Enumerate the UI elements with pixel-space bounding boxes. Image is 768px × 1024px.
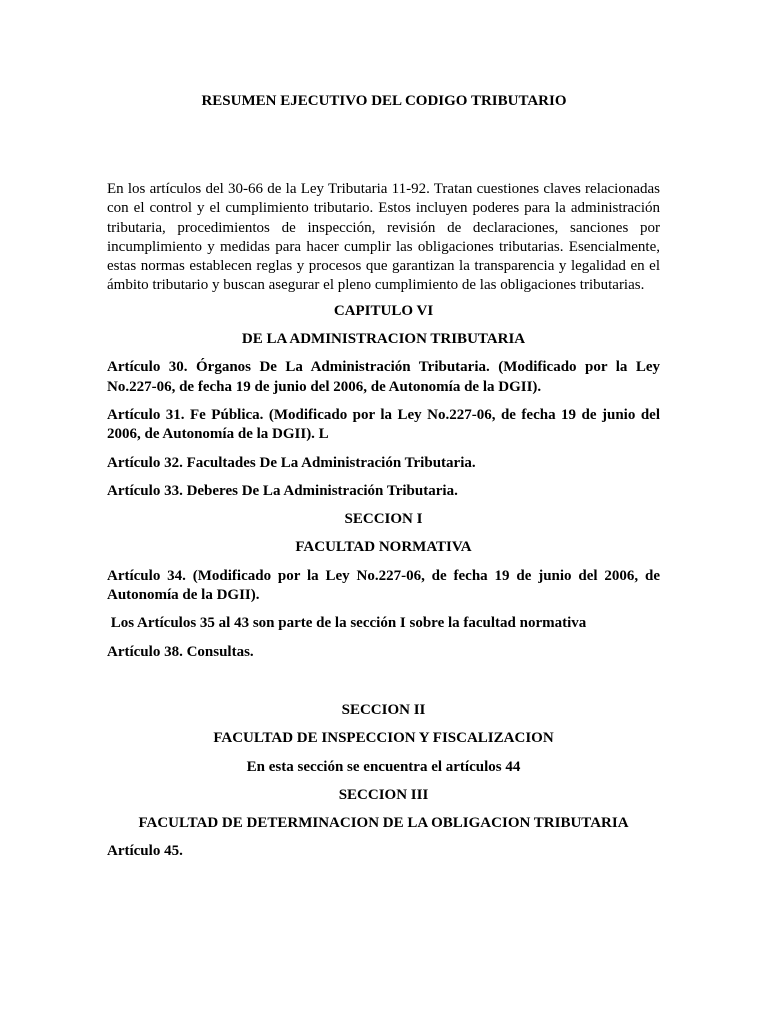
section-2-note: En esta sección se encuentra el artículos 44 <box>246 758 521 775</box>
section-2-number: SECCION II <box>341 701 426 718</box>
chapter-number: CAPITULO VI <box>333 302 434 319</box>
section-3-number: SECCION III <box>338 786 429 803</box>
article-32: Artículo 32. Facultades De La Administración Tributaria. <box>107 454 476 471</box>
section-1-note: Los Artículos 35 al 43 son parte de la sección I sobre la facultad normativa <box>107 615 587 632</box>
chapter-title: DE LA ADMINISTRACION TRIBUTARIA <box>241 331 526 348</box>
article-30: Artículo 30. Órganos De La Administración Tributaria. (Modificado por la Ley No.227-06, de fecha 19 de junio del 2006, de Autonomía de la DGII). <box>107 359 660 395</box>
article-33: Artículo 33. Deberes De La Administración Tributaria. <box>107 482 458 499</box>
blank-space <box>107 671 660 701</box>
section-1-number: SECCION I <box>344 511 423 528</box>
article-31: Artículo 31. Fe Pública. (Modificado por la Ley No.227-06, de fecha 19 de junio del 2006, de Autonomía de la DGII). L <box>107 406 660 443</box>
section-3-title: FACULTAD DE DETERMINACION DE LA OBLIGACION TRIBUTARIA <box>138 815 629 832</box>
document-body <box>107 180 660 871</box>
article-38: Artículo 38. Consultas. <box>107 643 254 660</box>
section-1-title: FACULTAD NORMATIVA <box>295 539 472 556</box>
article-45: Artículo 45. <box>107 843 183 860</box>
document-title: RESUMEN EJECUTIVO DEL CODIGO TRIBUTARIO <box>201 93 567 109</box>
article-34: Artículo 34. (Modificado por la Ley No.227-06, de fecha 19 de junio del 2006, de Autonomía de la DGII). <box>107 567 660 604</box>
section-2-title: FACULTAD DE INSPECCION Y FISCALIZACION <box>213 730 554 747</box>
intro-paragraph: En los artículos del 30-66 de la Ley Tributaria 11-92. Tratan cuestiones claves relacionadas con el control y el cumplimiento tributario. Estos incluyen poderes para la administración tributaria, procedimientos de inspección, revisión de declaraciones, sanciones por incumplimiento y medidas para hacer cumplir las obligaciones tributarias. Esencialmente, estas normas establecen reglas y procesos que garantizan la transparencia y legalidad en el ámbito tributario y buscan asegurar el pleno cumplimiento de las obligaciones tributarias. <box>107 181 660 294</box>
